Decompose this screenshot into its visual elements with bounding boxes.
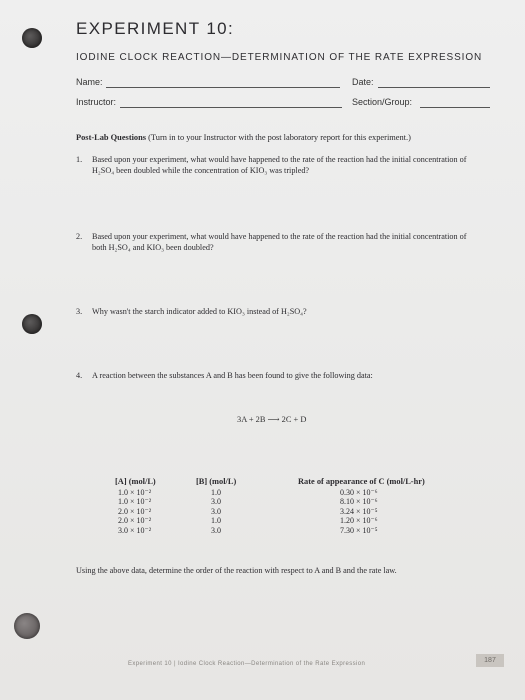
date-line[interactable]	[378, 87, 490, 88]
table-header-b: [B] (mol/L)	[196, 477, 237, 486]
postlab-instruction: (Turn in to your Instructor with the post laboratory report for this experiment.)	[148, 133, 411, 142]
page-number: 187	[476, 654, 504, 667]
table-cell: 1.20 × 10⁻⁶	[340, 516, 378, 526]
table-cell: 3.0 × 10⁻²	[118, 525, 152, 535]
reaction-equation: 3A + 2B ⟶ 2C + D	[237, 415, 307, 424]
postlab-heading: Post-Lab Questions	[76, 133, 147, 142]
section-group-line[interactable]	[420, 107, 490, 108]
table-column-b	[196, 477, 236, 536]
table-column-rate	[298, 477, 425, 536]
table-header-a: [A] (mol/L)	[115, 477, 156, 486]
question-number: 4.	[76, 371, 83, 380]
question-number: 1.	[76, 155, 83, 164]
postlab-heading-row	[76, 133, 411, 142]
table-cell: 7.30 × 10⁻⁵	[340, 525, 378, 535]
table-cell: 1.0	[211, 516, 221, 526]
table-column-a	[115, 477, 156, 536]
name-line[interactable]	[106, 87, 340, 88]
question-text: Based upon your experiment, what would have happened to the rate of the reaction had the initial concentration of both H₂SO₄ and KIO₃ been doubled?	[92, 232, 467, 252]
table-cell: 8.10 × 10⁻⁶	[340, 497, 378, 507]
experiment-title: EXPERIMENT 10:	[76, 19, 235, 38]
table-cell: 1.0	[211, 487, 221, 497]
running-footer: Experiment 10 | Iodine Clock Reaction—Determination of the Rate Expression	[128, 661, 366, 667]
question-text: Why wasn't the starch indicator added to KIO₃ instead of H₂SO₄?	[92, 307, 307, 316]
table-cell: 3.24 × 10⁻⁵	[340, 506, 378, 516]
table-header-rate: Rate of appearance of C (mol/L-hr)	[298, 477, 425, 486]
question-text: A reaction between the substances A and B has been found to give the following data:	[92, 371, 373, 380]
experiment-subtitle: IODINE CLOCK REACTION—DETERMINATION OF THE RATE EXPRESSION	[76, 52, 483, 63]
question-text: Based upon your experiment, what would have happened to the rate of the reaction had the initial concentration of H₂SO₄ been doubled while the concentration of KIO₃ was tripled?	[92, 155, 467, 175]
table-cell: 0.30 × 10⁻⁶	[340, 487, 378, 497]
instructor-line[interactable]	[120, 107, 342, 108]
binder-hole-top	[22, 28, 42, 48]
date-label: Date:	[352, 77, 374, 87]
table-cell: 2.0 × 10⁻²	[118, 506, 152, 516]
binder-hole-bottom	[14, 613, 40, 639]
table-cell: 3.0	[211, 497, 221, 507]
table-cell: 1.0 × 10⁻²	[118, 487, 152, 497]
name-label: Name:	[76, 77, 103, 87]
table-cell: 2.0 × 10⁻²	[118, 516, 152, 526]
question-number: 3.	[76, 307, 83, 316]
instructor-label: Instructor:	[76, 97, 117, 107]
section-group-label: Section/Group:	[352, 97, 413, 107]
question-number: 2.	[76, 232, 83, 241]
binder-hole-middle	[22, 314, 42, 334]
table-cell: 3.0	[211, 525, 221, 535]
closing-instruction: Using the above data, determine the order of the reaction with respect to A and B and the rate law.	[76, 566, 397, 575]
table-cell: 3.0	[211, 506, 221, 516]
table-cell: 1.0 × 10⁻²	[118, 497, 152, 507]
